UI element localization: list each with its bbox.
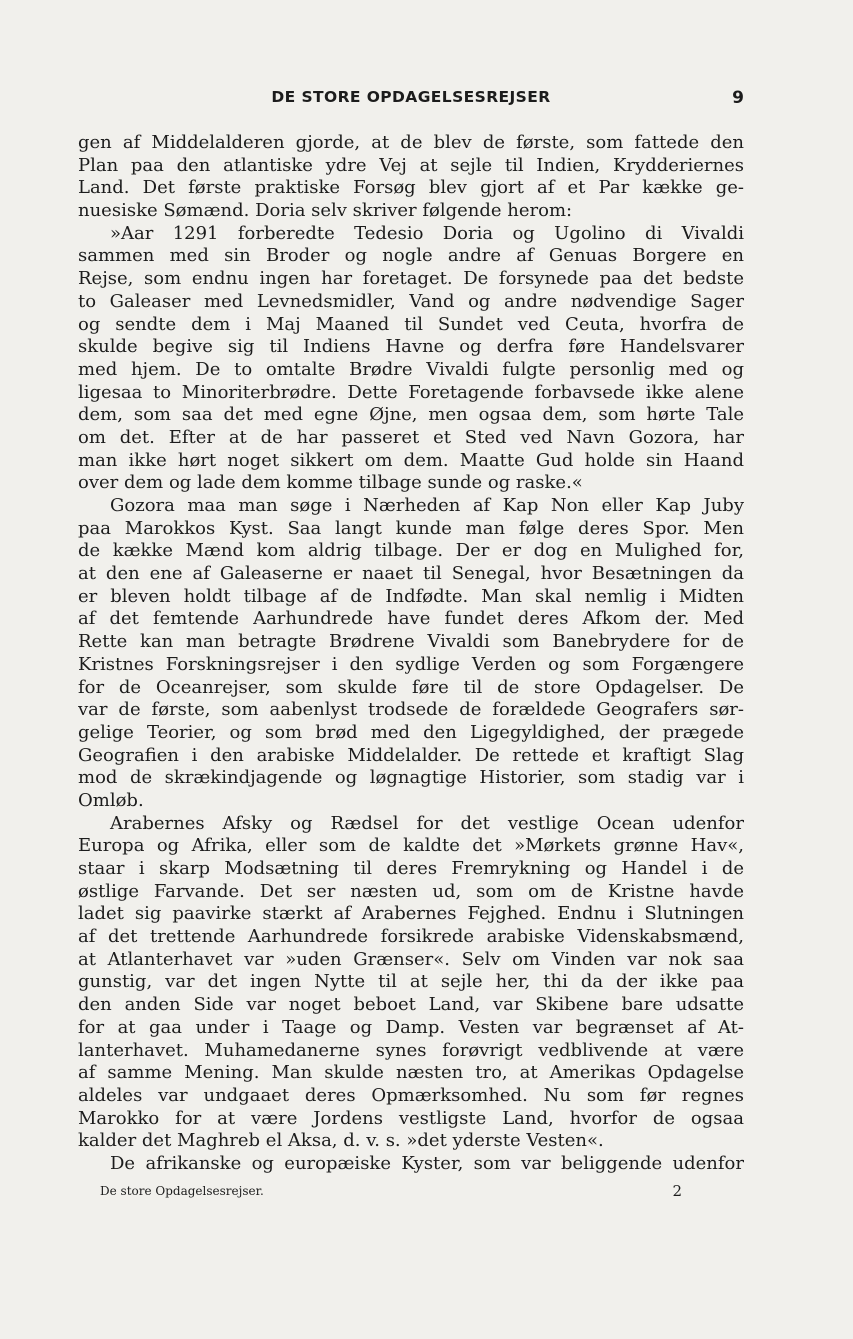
text-line: gunstig, var det ingen Nytte til at sejle her, thi da der ikke paa [78, 971, 744, 993]
text-line: sammen med sin Broder og nogle andre af Genuas Borgere en [78, 245, 744, 267]
text-line: dem, som saa det med egne Øjne, men ogsaa dem, som hørte Tale [78, 404, 744, 426]
text-line: at Atlanterhavet var »uden Grænser«. Selv om Vinden var nok saa [78, 948, 744, 970]
text-line: med hjem. De to omtalte Brødre Vivaldi fulgte personlig med og [78, 358, 744, 380]
text-line: aldeles var undgaaet deres Opmærksomhed. Nu som før regnes [78, 1084, 744, 1106]
running-header [78, 88, 744, 112]
text-line: gelige Teorier, og som brød med den Ligegyldighed, der prægede [78, 721, 744, 743]
running-title: DE STORE OPDAGELSESREJSER [271, 88, 551, 106]
text-line: »Aar 1291 forberedte Tedesio Doria og Ugolino di Vivaldi [110, 222, 744, 244]
text-line: Rette kan man betragte Brødrene Vivaldi som Banebrydere for de [78, 631, 744, 653]
text-line: for at gaa under i Taage og Damp. Vesten var begrænset af At- [78, 1016, 744, 1038]
text-line: ligesaa to Minoriterbrødre. Dette Foretagende forbavsede ikke alene [78, 381, 744, 403]
text-line: og sendte dem i Maj Maaned til Sundet ved Ceuta, hvorfra de [78, 313, 744, 335]
text-line: Rejse, som endnu ingen har foretaget. De forsynede paa det bedste [78, 268, 744, 290]
text-line: Land. Det første praktiske Forsøg blev gjort af et Par kække ge- [78, 177, 744, 199]
text-line: man ikke hørt noget sikkert om dem. Maatte Gud holde sin Haand [78, 449, 744, 471]
text-line: Plan paa den atlantiske ydre Vej at sejle til Indien, Krydderiernes [78, 154, 744, 176]
text-line: Geografien i den arabiske Middelalder. De rettede et kraftigt Slag [78, 744, 744, 766]
text-line: at den ene af Galeaserne er naaet til Senegal, hvor Besætningen da [78, 563, 744, 585]
text-line: Omløb. [78, 789, 144, 811]
text-line: for de Oceanrejser, som skulde føre til de store Opdagelser. De [78, 676, 744, 698]
text-line: østlige Farvande. Det ser næsten ud, som om de Kristne havde [78, 880, 744, 902]
text-line: Gozora maa man søge i Nærheden af Kap Non eller Kap Juby [110, 495, 744, 516]
text-line: den anden Side var noget beboet Land, var Skibene bare udsatte [78, 994, 744, 1016]
text-line: mod de skrækindjagende og løgnagtige Historier, som stadig var i [78, 767, 744, 789]
text-line: Europa og Afrika, eller som de kaldte det »Mørkets grønne Hav«, [78, 835, 744, 857]
text-line: gen af Middelalderen gjorde, at de blev de første, som fattede den [78, 132, 744, 153]
text-line: to Galeaser med Levnedsmidler, Vand og andre nødvendige Sager [78, 290, 744, 312]
text-line: staar i skarp Modsætning til deres Fremrykning og Handel i de [78, 858, 744, 879]
text-line: skulde begive sig til Indiens Havne og derfra føre Handelsvarer [78, 336, 744, 358]
text-line: om det. Efter at de har passeret et Sted ved Navn Gozora, har [78, 426, 744, 448]
footer-book-title: De store Opdagelsesrejser. [100, 1184, 264, 1198]
text-line: De afrikanske og europæiske Kyster, som var beliggende udenfor [110, 1152, 744, 1174]
text-line: Arabernes Afsky og Rædsel for det vestlige Ocean udenfor [110, 812, 744, 834]
text-line: af samme Mening. Man skulde næsten tro, at Amerikas Opdagelse [78, 1062, 744, 1084]
text-line: var de første, som aabenlyst trodsede de forældede Geografers sør- [78, 699, 744, 721]
body-text [78, 132, 744, 1176]
page-footer [100, 1184, 682, 1204]
text-line: er bleven holdt tilbage af de Indfødte. Man skal nemlig i Midten [78, 585, 744, 607]
text-line: paa Marokkos Kyst. Saa langt kunde man følge deres Spor. Men [78, 517, 744, 539]
text-line: Marokko for at være Jordens vestligste Land, hvorfor de ogsaa [78, 1107, 744, 1129]
text-line: de kække Mænd kom aldrig tilbage. Der er dog en Mulighed for, [78, 540, 744, 562]
text-line: nuesiske Sømænd. Doria selv skriver følgende herom: [78, 200, 573, 222]
text-line: ladet sig paavirke stærkt af Arabernes Fejghed. Endnu i Slutningen [78, 903, 744, 925]
page-number: 9 [732, 88, 744, 108]
printer-signature: 2 [672, 1182, 682, 1200]
text-line: Kristnes Forskningsrejser i den sydlige Verden og som Forgængere [78, 653, 744, 675]
text-line: over dem og lade dem komme tilbage sunde og raske.« [78, 472, 583, 494]
text-line: af det femtende Aarhundrede have fundet deres Afkom der. Med [78, 608, 744, 630]
text-line: af det trettende Aarhundrede forsikrede arabiske Videnskabsmænd, [78, 926, 744, 948]
text-line: lanterhavet. Muhamedanerne synes forøvrigt vedblivende at være [78, 1039, 744, 1061]
text-line: kalder det Maghreb el Aksa, d. v. s. »det yderste Vesten«. [78, 1130, 604, 1152]
